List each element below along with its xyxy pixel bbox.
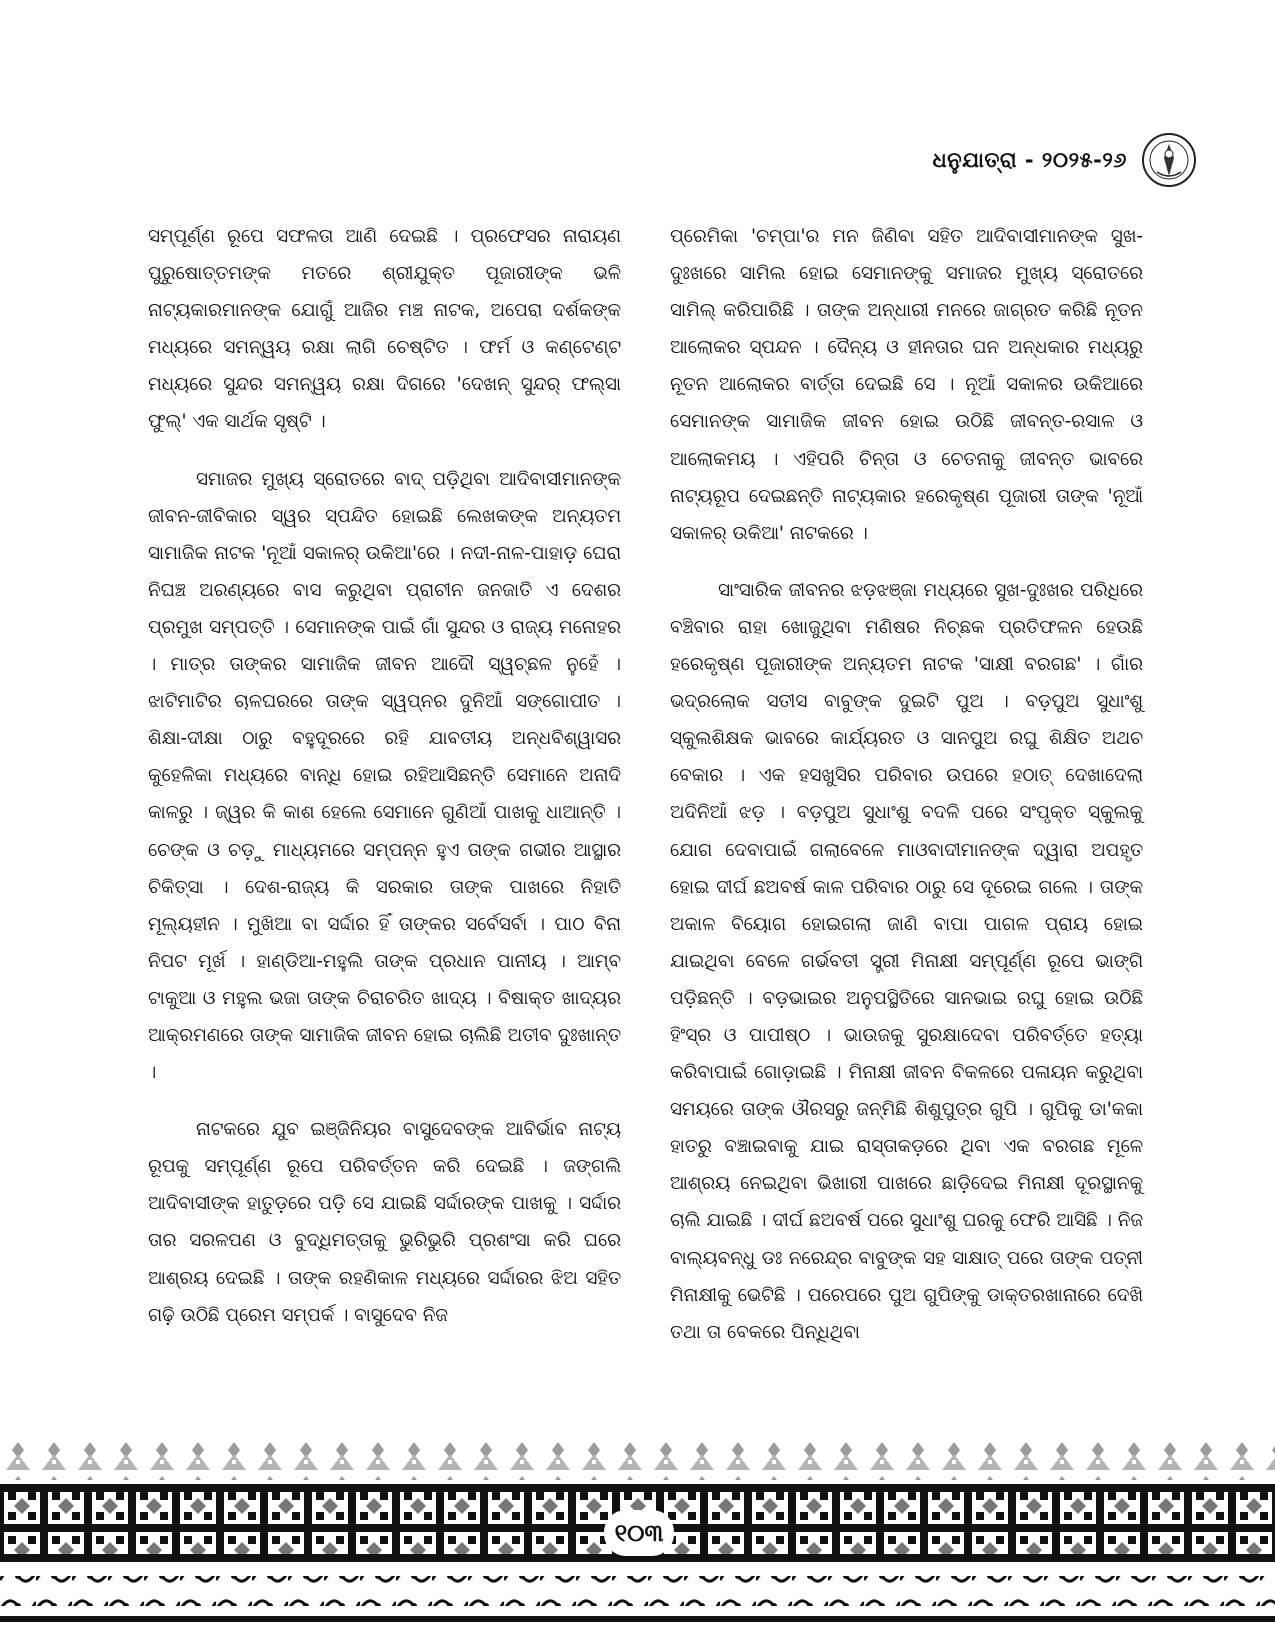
paragraph: ସାଂସାରିକ ଜୀବନର ଝଡ଼ଝଞ୍ଜା ମଧ୍ୟରେ ସୁଖ-ଦୁଃଖର ପରିଧିରେ ବଞ୍ଚିବାର ରାହା ଖୋଜୁଥିବା ମଣିଷର ନିଚ୍ଛକ ପ୍ରତିଫଳନ ହେଉଛି ହରେକୃଷ୍ଣ ପୂଜାରୀଙ୍କ ଅନ୍ୟତମ ନାଟକ 'ସାକ୍ଷୀ ବରଗଛ' । ଗାଁର ଭଦ୍ରଲୋକ ସତୀସ ବାବୁଙ୍କ ଦୁଇଟି ପୁଅ । ବଡ଼ପୁଅ ସୁଧାଂଶୁ ସ୍କୁଲଶିକ୍ଷକ ଭାବରେ କାର୍ଯ୍ୟରତ ଓ ସାନପୁଅ ରଘୁ ଶିକ୍ଷିତ ଅଥଚ ବେକାର । ଏକ ହସଖୁସିର ପରିବାର ଉପରେ ହଠାତ୍ ଦେଖାଦେଲା ଅଦିନିଆଁ ଝଡ଼ । ବଡ଼ପୁଅ ସୁଧାଂଶୁ ବଦଳି ପରେ ସଂପୃକ୍ତ ସ୍କୁଲକୁ ଯୋଗ ଦେବାପାଇଁ ଗଲାବେଳେ ମାଓବାଦୀମାନଙ୍କ ଦ୍ୱାରା ଅପହୃତ ହୋଇ ଦୀର୍ଘ ଛଅବର୍ଷ କାଳ ପରିବାର ଠାରୁ ସେ ଦୂରେଇ ଗଲେ । ତାଙ୍କ ଅକାଳ ବିୟୋଗ ହୋଇଗଲା ଜାଣି ବାପା ପାଗଳ ପ୍ରାୟ ହୋଇ ଯାଇଥିବା ବେଳେ ଗର୍ଭବତୀ ସ୍ତ୍ରୀ ମିନାକ୍ଷୀ ସମ୍ପୂର୍ଣ୍ଣ ରୂପେ ଭାଙ୍ଗି ପଡ଼ିଛନ୍ତି । ବଡ଼ଭାଇର ଅନୁପସ୍ଥିତିରେ ସାନଭାଇ ରଘୁ ହୋଇ ଉଠିଛି ହିଂସ୍ର ଓ ପାପୀଷ୍ଠ । ଭାଉଜକୁ ସୁରକ୍ଷାଦେବା ପରିବର୍ତ୍ତେ ହତ୍ୟା କରିବାପାଇଁ ଗୋଡ଼ାଇଛି । ମିନାକ୍ଷୀ ଜୀବନ ବିକଳରେ ପଳାୟନ କରୁଥିବା ସମୟରେ ତାଙ୍କ ଔରସରୁ ଜନ୍ମିଛି ଶିଶୁପୁତ୍ର ଗୁପି । ଗୁପିକୁ ଡା'କକା ହାତରୁ ବଞ୍ଚାଇବାକୁ ଯାଇ ରାସ୍ତାକଡ଼ରେ ଥିବା ଏକ ବରଗଛ ମୂଳେ ଆଶ୍ରୟ ନେଇଥିବା ଭିଖାରୀ ପାଖରେ ଛାଡ଼ିଦେଇ ମିନାକ୍ଷୀ ଦୂରସ୍ଥାନକୁ ଚାଲି ଯାଇଛି । ଦୀର୍ଘ ଛଅବର୍ଷ ପରେ ସୁଧାଂଶୁ ଘରକୁ ଫେରି ଆସିଛି । ନିଜ ବାଲ୍ୟବନ୍ଧୁ ଡଃ ନରେନ୍ଦ୍ର ବାବୁଙ୍କ ସହ ସାକ୍ଷାତ୍ ପରେ ତାଙ୍କ ପତ୍ନୀ ମିନାକ୍ଷୀକୁ ଭେଟିଛି । ପରେପରେ ପୁଅ ଗୁପିଙ୍କୁ ଡାକ୍ତରଖାନାରେ ଦେଖି ତଥା ତା ବେକରେ ପିନ୍ଧିଥିବା (670, 579, 1143, 1343)
left-column (148, 218, 621, 1428)
paragraph: ସମାଜର ମୁଖ୍ୟ ସ୍ରୋତରେ ବାଦ୍ ପଡ଼ିଥିବା ଆଦିବାସୀମାନଙ୍କ ଜୀବନ-ଜୀବିକାର ସ୍ୱର ସ୍ପନ୍ଦିତ ହୋଇଛି ଲେଖକଙ୍କ ଅନ୍ୟତମ ସାମାଜିକ ନାଟକ 'ନୂଆଁ ସକାଳର୍ ଉକିଆ'ରେ । ନଦୀ-ନାଳ-ପାହାଡ଼ ଘେରା ନିଘଞ୍ଚ ଅରଣ୍ୟରେ ବାସ କରୁଥିବା ପ୍ରାଚୀନ ଜନଜାତି ଏ ଦେଶର ପ୍ରମୁଖ ସମ୍ପତ୍ତି । ସେମାନଙ୍କ ପାଇଁ ଗାଁ ସୁନ୍ଦର ଓ ରାଜ୍ୟ ମନୋହର । ମାତ୍ର ତାଙ୍କର ସାମାଜିକ ଜୀବନ ଆଦୌ ସ୍ୱଚ୍ଛଳ ନୁହେଁ । ଝାଟିମାଟିର ଚାଳଘରରେ ତାଙ୍କ ସ୍ୱପ୍ନର ଦୁନିଆଁ ସଙ୍ଗୋପୀତ । ଶିକ୍ଷା-ଦୀକ୍ଷା ଠାରୁ ବହୁଦୂରରେ ରହି ଯାବତୀୟ ଅନ୍ଧବିଶ୍ୱାସର କୁହେଳିକା ମଧ୍ୟରେ ବାନ୍ଧି ହୋଇ ରହିଆସିଛନ୍ତି ସେମାନେ ଅନାଦି କାଳରୁ । ଜ୍ୱର କି କାଶ ହେଲେ ସେମାନେ ଗୁଣିଆଁ ପାଖକୁ ଧାଆନ୍ତି । ଚେଙ୍କ ଓ ଚଡ଼ୁ ମାଧ୍ୟମରେ ସମ୍ପନ୍ନ ହୁଏ ତାଙ୍କ ଗଭୀର ଆସ୍ଥାର ଚିକିତ୍ସା । ଦେଶ-ରାଜ୍ୟ କି ସରକାର ତାଙ୍କ ପାଖରେ ନିହାତି ମୂଲ୍ୟହୀନ । ମୁଖିଆ ବା ସର୍ଦ୍ଦାର ହିଁ ତାଙ୍କର ସର୍ବେସର୍ବା । ପାଠ ବିନା ନିପଟ ମୂର୍ଖ । ହାଣ୍ଡିଆ-ମହୁଲି ତାଙ୍କ ପ୍ରଧାନ ପାନୀୟ । ଆମ୍ବ ଟାକୁଆ ଓ ମହୁଲ ଭଜା ତାଙ୍କ ଚିରାଚରିତ ଖାଦ୍ୟ । ବିଷାକ୍ତ ଖାଦ୍ୟର ଆକ୍ରମଣରେ ତାଙ୍କ ସାମାଜିକ ଜୀବନ ହୋଇ ଚାଲିଛି ଅତୀବ ଦୁଃଖାନ୍ତ । (148, 468, 621, 1084)
page-header (932, 130, 1197, 190)
paragraph: ପ୍ରେମିକା 'ଚମ୍ପା'ର ମନ ଜିଣିବା ସହିତ ଆଦିବାସୀମାନଙ୍କ ସୁଖ-ଦୁଃଖରେ ସାମିଲ ହୋଇ ସେମାନଙ୍କୁ ସମାଜର ମୁଖ୍ୟ ସ୍ରୋତରେ ସାମିଲ୍ କରିପାରିଛି । ତାଙ୍କ ଅନ୍ଧାରୀ ମନରେ ଜାଗ୍ରତ କରିଛି ନୂତନ ଆଲୋକର ସ୍ପନ୍ଦନ । ଦୈନ୍ୟ ଓ ହୀନତାର ଘନ ଅନ୍ଧକାର ମଧ୍ୟରୁ ନୂତନ ଆଲୋକର ବାର୍ତ୍ତା ଦେଇଛି ସେ । ନୂଆଁ ସକାଳର ଉକିଆରେ ସେମାନଙ୍କ ସାମାଜିକ ଜୀବନ ହୋଇ ଉଠିଛି ଜୀବନ୍ତ-ରସାଳ ଓ ଆଲୋକମୟ । ଏହିପରି ଚିନ୍ତା ଓ ଚେତନାକୁ ଜୀବନ୍ତ ଭାବରେ ନାଟ୍ୟରୂପ ଦେଇଛନ୍ତି ନାଟ୍ୟକାର ହରେକୃଷ୍ଣ ପୂଜାରୀ ତାଙ୍କ 'ନୂଆଁ ସକାଳର୍ ଉକିଆ' ନାଟକରେ । (670, 226, 1143, 544)
circular-emblem-icon (1141, 132, 1197, 188)
decorative-footer-border (0, 1440, 1275, 1650)
running-title: ଧନୁଯାତ୍ରା - ୨୦୨୫-୨୬ (932, 147, 1127, 172)
page-number: ୧୦୩ (614, 1519, 664, 1547)
article-body (148, 218, 1143, 1428)
page-number-badge (604, 1510, 674, 1556)
right-column (670, 218, 1143, 1428)
paragraph: ନାଟକରେ ଯୁବ ଇଞ୍ଜିନିୟର ବାସୁଦେବଙ୍କ ଆବିର୍ଭାବ ନାଟ୍ୟ ରୂପକୁ ସମ୍ପୂର୍ଣ୍ଣ ରୂପେ ପରିବର୍ତ୍ତନ କରି ଦେଇଛି । ଜଙ୍ଗଲି ଆଦିବାସୀଙ୍କ ହାତୁଡ଼ରେ ପଡ଼ି ସେ ଯାଇଛି ସର୍ଦ୍ଦାରଙ୍କ ପାଖକୁ । ସର୍ଦ୍ଦାର ତାର ସରଳପଣ ଓ ବୁଦ୍ଧିମତ୍ତାକୁ ଭୁରିଭୁରି ପ୍ରଶଂସା କରି ଘରେ ଆଶ୍ରୟ ଦେଇଛି । ତାଙ୍କ ରହଣିକାଳ ମଧ୍ୟରେ ସର୍ଦ୍ଦାରର ଝିଅ ସହିତ ଗଢ଼ି ଉଠିଛି ପ୍ରେମ ସମ୍ପର୍କ । ବାସୁଦେବ ନିଜ (148, 1119, 621, 1326)
paragraph: ସମ୍ପୂର୍ଣ୍ଣ ରୂପେ ସଫଳତା ଆଣି ଦେଇଛି । ପ୍ରଫେସର ନାରାୟଣ ପୁରୁଷୋତ୍ତମଙ୍କ ମତରେ ଶ୍ରୀଯୁକ୍ତ ପୂଜାରୀଙ୍କ ଭଳି ନାଟ୍ୟକାରମାନଙ୍କ ଯୋଗୁଁ ଆଜିର ମଞ୍ଚ ନାଟକ, ଅପେରା ଦର୍ଶକଙ୍କ ମଧ୍ୟରେ ସମନ୍ୱୟ ରକ୍ଷା ଲାଗି ଚେଷ୍ଟିତ । ଫର୍ମ ଓ କଣ୍ଟେଣ୍ଟ ମଧ୍ୟରେ ସୁନ୍ଦର ସମନ୍ୱୟ ରକ୍ଷା ଦିଗରେ 'ଦେଖନ୍ ସୁନ୍ଦର୍ ଫଲ୍ସା ଫୁଲ୍' ଏକ ସାର୍ଥକ ସୃଷ୍ଟି । (148, 226, 621, 433)
